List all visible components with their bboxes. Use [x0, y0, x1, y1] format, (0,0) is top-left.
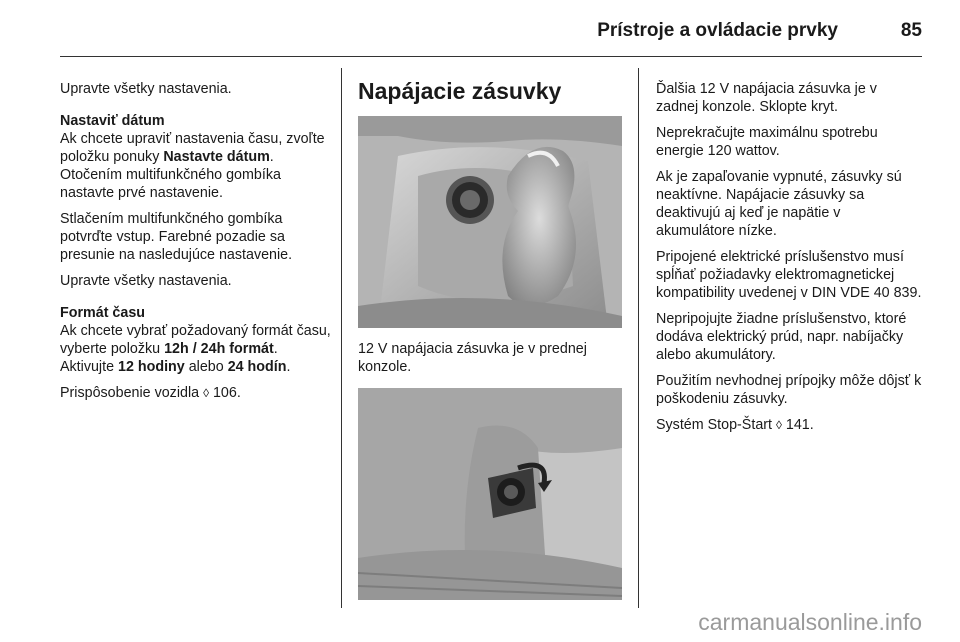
paragraph-emc: Pripojené elektrické príslušenstvo musí spĺňať požiadavky elektromagnetickej kompatibility uvedenej v DIN VDE 40 839.	[656, 249, 922, 301]
date-paragraph-3: Upravte všetky nastavenia.	[60, 273, 232, 289]
date-paragraph-2: Stlačením multifunkčného gombíka potvrďte vstup. Farebné pozadie sa presunie na nasledujúce nastavenie.	[60, 211, 293, 263]
rear-socket-photo	[358, 388, 622, 600]
menu-item-time-format: 12h / 24h formát	[164, 341, 274, 357]
intro-text: Upravte všetky nastavenia.	[60, 81, 232, 97]
option-12h: 12 hodiny	[118, 359, 185, 375]
date-heading: Nastaviť dátum	[60, 113, 165, 129]
header-rule	[60, 56, 922, 57]
reference-arrow-icon: ◊	[775, 418, 782, 432]
column-2	[358, 80, 622, 600]
front-socket-photo	[358, 116, 622, 328]
time-heading: Formát času	[60, 305, 146, 321]
menu-item-set-date: Nastavte dátum	[163, 149, 270, 165]
footer-watermark: carmanualsonline.info	[698, 609, 922, 635]
front-socket-caption: 12 V napájacia zásuvka je v prednej konzole.	[358, 341, 587, 375]
section-heading: Napájacie zásuvky	[358, 78, 562, 104]
column-divider-right	[638, 68, 639, 608]
column-divider-left	[341, 68, 342, 608]
column-3	[656, 80, 922, 442]
column-1	[60, 80, 332, 410]
reference-arrow-icon: ◊	[203, 386, 209, 400]
paragraph-ignition: Ak je zapaľovanie vypnuté, zásuvky sú neaktívne. Napájacie zásuvky sa deaktivujú aj keď je napätie v akumulátore nízke.	[656, 169, 902, 239]
cross-reference-vehicle-personalization[interactable]: Prispôsobenie vozidla ◊ 106.	[60, 385, 241, 401]
paragraph-max-power: Neprekračujte maximálnu spotrebu energie 120 wattov.	[656, 125, 878, 159]
time-paragraph-1: Ak chcete vybrať požadovaný formát času, vyberte položku 12h / 24h formát. Aktivujte 12 hodiny alebo 24 hodín.	[60, 323, 331, 375]
paragraph-damage-warning: Použitím nevhodnej prípojky môže dôjsť k poškodeniu zásuvky.	[656, 373, 922, 407]
cross-reference-stop-start[interactable]: Systém Stop-Štart ◊ 141.	[656, 417, 814, 433]
date-paragraph-1: Ak chcete upraviť nastavenia času, zvoľte položku ponuky Nastavte dátum. Otočením multifunkčného gombíka nastavte prvé nastavenie.	[60, 131, 325, 201]
page-number: 85	[900, 20, 922, 41]
paragraph-rear-socket: Ďalšia 12 V napájacia zásuvka je v zadnej konzole. Sklopte kryt.	[656, 81, 877, 115]
paragraph-no-chargers: Nepripojujte žiadne príslušenstvo, ktoré dodáva elektrický prúd, napr. nabíjačky alebo akumulátory.	[656, 311, 907, 363]
header-title: Prístroje a ovládacie prvky	[597, 20, 838, 41]
option-24h: 24 hodín	[227, 359, 287, 375]
